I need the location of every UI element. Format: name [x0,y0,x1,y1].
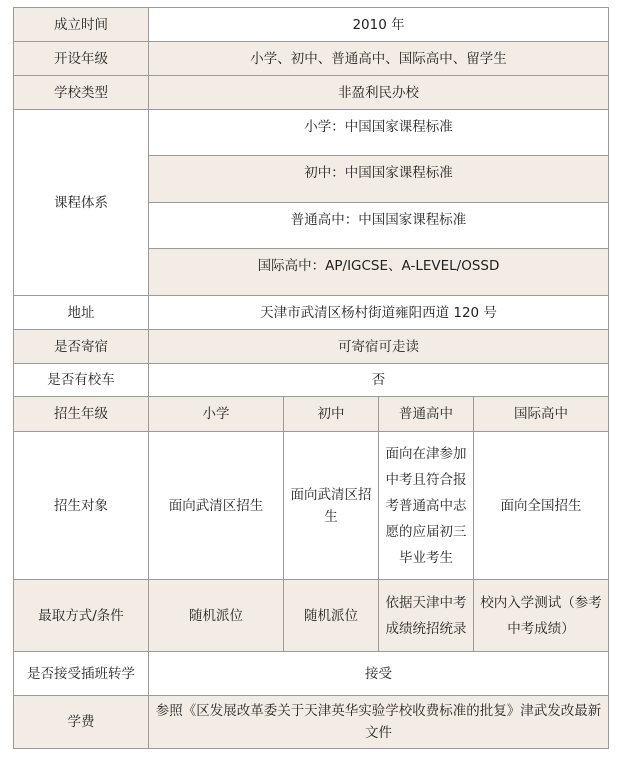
transfer-value: 接受 [149,652,609,696]
boarding-label: 是否寄宿 [14,330,149,364]
curriculum-item: 小学：中国国家课程标准 [149,110,609,156]
enroll-grade-senior: 普通高中 [379,397,474,432]
curriculum-item: 国际高中：AP/IGCSE、A-LEVEL/OSSD [149,249,609,296]
school-type-label: 学校类型 [14,76,149,110]
grades-offered-value: 小学、初中、普通高中、国际高中、留学生 [149,42,609,76]
curriculum-item: 普通高中：中国国家课程标准 [149,203,609,249]
enroll-grades-label: 招生年级 [14,397,149,432]
row-curriculum-1 [14,110,609,156]
enroll-targets-label: 招生对象 [14,432,149,580]
admission-method-international: 校内入学测试（参考中考成绩） [474,580,609,652]
curriculum-label: 课程体系 [14,110,149,296]
founded-value: 2010 年 [149,8,609,42]
enroll-target-junior: 面向武清区招生 [284,432,379,580]
founded-label: 成立时间 [14,8,149,42]
school-type-value: 非盈利民办校 [149,76,609,110]
tuition-label: 学费 [14,696,149,749]
admission-method-junior: 随机派位 [284,580,379,652]
enroll-grade-international: 国际高中 [474,397,609,432]
curriculum-item: 初中：中国国家课程标准 [149,156,609,203]
school-bus-value: 否 [149,364,609,397]
boarding-value: 可寄宿可走读 [149,330,609,364]
enroll-grade-junior: 初中 [284,397,379,432]
enroll-grade-primary: 小学 [149,397,284,432]
row-school-type [14,76,609,110]
tuition-value: 参照《区发展改革委关于天津英华实验学校收费标准的批复》津武发改最新文件 [149,696,609,749]
row-grades-offered [14,42,609,76]
enroll-target-international: 面向全国招生 [474,432,609,580]
row-enroll-grades [14,397,609,432]
grades-offered-label: 开设年级 [14,42,149,76]
row-enroll-targets [14,432,609,580]
transfer-label: 是否接受插班转学 [14,652,149,696]
row-transfer [14,652,609,696]
enroll-target-senior: 面向在津参加中考且符合报考普通高中志愿的应届初三毕业考生 [379,432,474,580]
admission-method-label: 最取方式/条件 [14,580,149,652]
row-address [14,296,609,330]
row-founded [14,8,609,42]
row-tuition [14,696,609,749]
admission-method-primary: 随机派位 [149,580,284,652]
school-bus-label: 是否有校车 [14,364,149,397]
admission-method-senior: 依据天津中考成绩统招统录 [379,580,474,652]
row-school-bus [14,364,609,397]
school-info-table [13,7,609,749]
address-label: 地址 [14,296,149,330]
row-admission-method [14,580,609,652]
enroll-target-primary: 面向武清区招生 [149,432,284,580]
row-boarding [14,330,609,364]
address-value: 天津市武清区杨村街道雍阳西道 120 号 [149,296,609,330]
